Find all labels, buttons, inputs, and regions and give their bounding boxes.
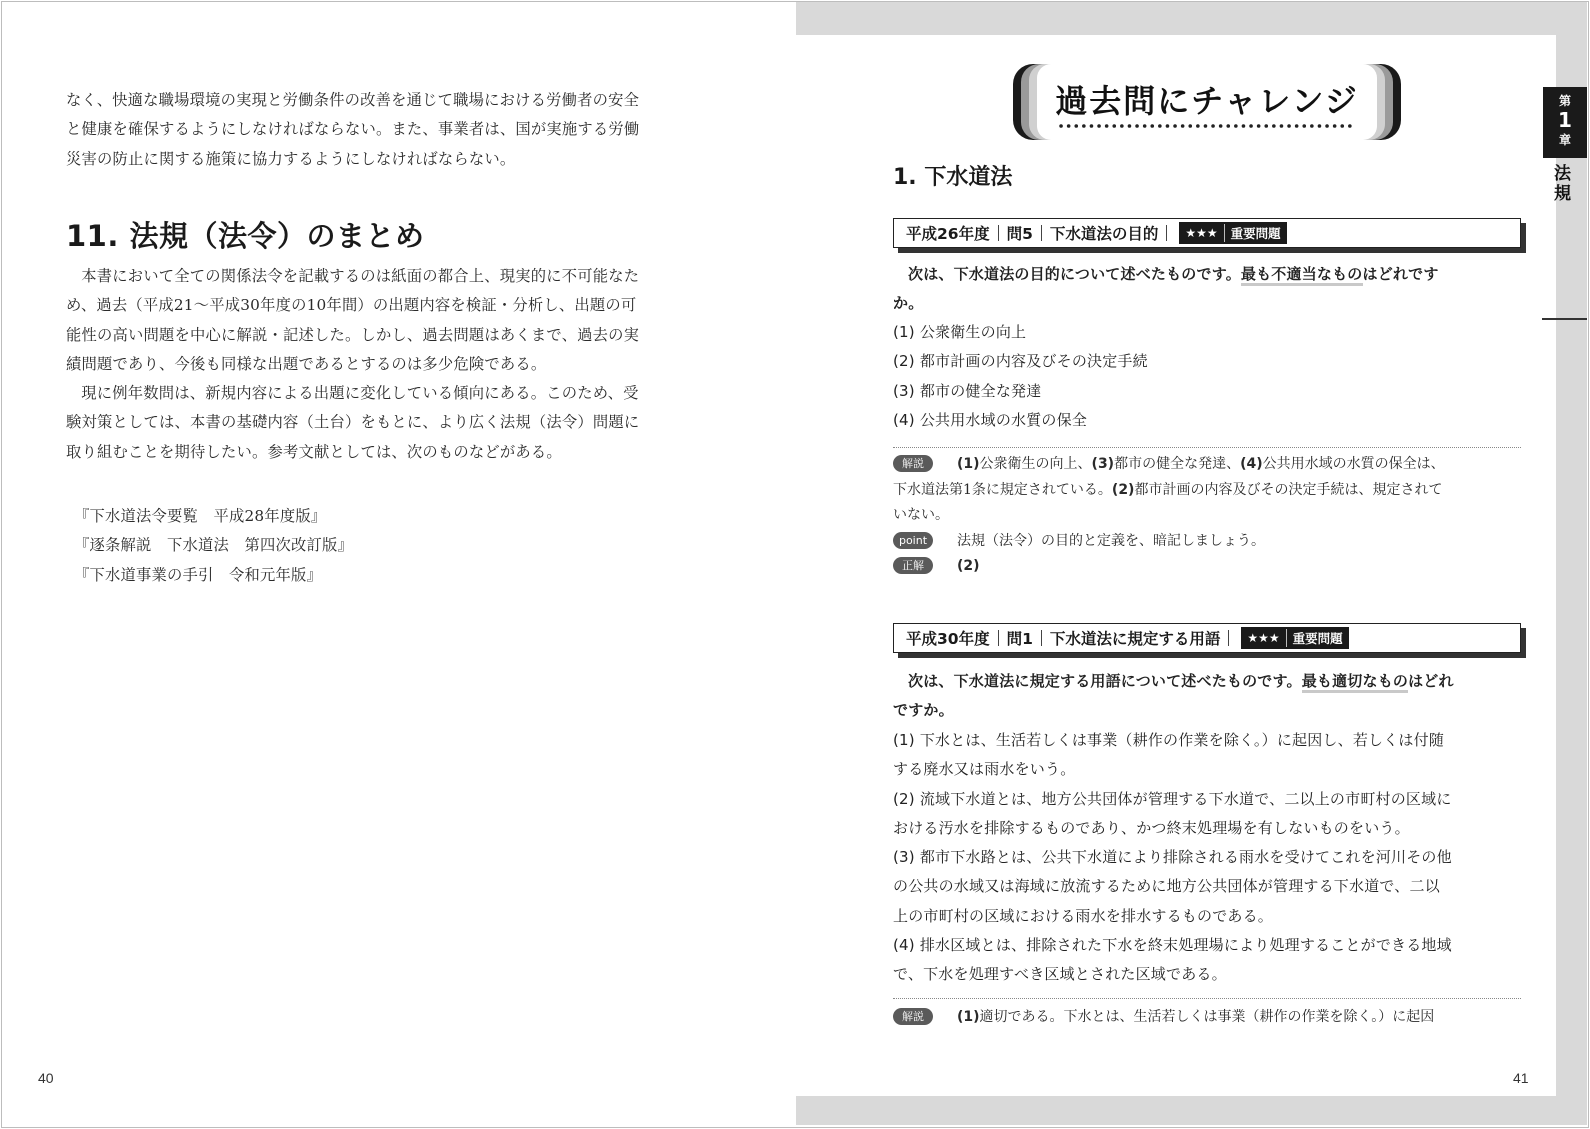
option-item: [893, 931, 1529, 990]
intro-line: と健康を確保するようにしなければならない。また、事業者は、国が実施する労働: [66, 120, 640, 139]
header-separator: [1041, 225, 1042, 241]
question-topic: 下水道法に規定する用語: [1049, 630, 1221, 648]
intro-line: なく、快適な職場環境の実現と労働条件の改善を通じて職場における労働者の安全: [66, 91, 640, 109]
explanation-block: [893, 452, 1523, 580]
explanation-line: いない。: [893, 507, 949, 523]
option-item: (4) 公共用水域の水質の保全: [893, 410, 1088, 429]
chapter-name: 法規: [1554, 164, 1571, 204]
header-separator: [1166, 225, 1167, 241]
answer-value: (2): [957, 558, 980, 574]
stem-text: 次は、下水道法の目的について述べたものです。: [908, 265, 1241, 283]
summary-body: [66, 262, 702, 467]
dotted-divider: [893, 998, 1521, 999]
stem-emphasis: 最も不適当なもの: [1241, 265, 1363, 286]
page-number-right: 41: [1513, 1070, 1529, 1086]
kaisetsu-tag: 解説: [893, 1008, 933, 1025]
explanation-text: 公衆衛生の向上、: [979, 456, 1092, 472]
explanation-text: 都市計画の内容及びその決定手続は、規定されて: [1134, 481, 1443, 498]
stem-text: か。: [893, 294, 924, 313]
option-line: (2) 流域下水道とは、地方公共団体が管理する下水道で、二以上の市町村の区域に: [893, 789, 1452, 808]
options-list: [893, 726, 1529, 990]
explanation-line: [893, 1005, 1523, 1031]
header-separator: [998, 225, 999, 241]
dotted-divider: [893, 447, 1521, 448]
option-line: する廃水又は雨水をいう。: [893, 760, 1076, 779]
star-rating: ★★★: [1185, 226, 1218, 240]
option-line: 上の市町村の区域における雨水を排水するものである。: [893, 906, 1274, 925]
explanation-line: [893, 478, 1523, 504]
important-label: 重要問題: [1286, 629, 1343, 647]
question-year: 平成30年度: [906, 630, 990, 648]
question-header-box: [893, 218, 1521, 248]
stem-text: はどれ: [1408, 672, 1454, 690]
stem-text: はどれです: [1362, 265, 1439, 283]
header-separator: [1041, 630, 1042, 646]
ref-number: (2): [1111, 481, 1135, 498]
importance-badge: [1241, 627, 1348, 649]
body-line: 績問題であり、今後も同様な出題であるとするのは多少危険である。: [66, 354, 547, 373]
question-topic: 下水道法の目的: [1049, 225, 1159, 243]
option-item: [893, 843, 1529, 931]
question-stem: [893, 260, 1529, 319]
chapter-tab-bottom: 章: [1558, 133, 1571, 147]
header-separator: [998, 630, 999, 646]
banner-title: 過去問にチャレンジ: [1055, 82, 1359, 120]
option-item: (1) 公衆衛生の向上: [893, 323, 1027, 341]
chapter-tab-top: 第: [1558, 94, 1571, 108]
explanation-line: [893, 452, 1523, 478]
kaisetsu-tag: 解説: [893, 455, 933, 472]
stem-emphasis: 最も適切なもの: [1302, 672, 1408, 693]
answer-line: [893, 554, 1523, 580]
body-line: め、過去（平成21～平成30年度の10年間）の出題内容を検証・分析し、出題の可: [66, 296, 637, 315]
question-stem: [893, 667, 1529, 726]
point-tag: point: [893, 532, 933, 549]
star-rating: ★★★: [1247, 631, 1280, 645]
header-separator: [1228, 630, 1229, 646]
explanation-text: 適切である。下水とは、生活若しくは事業（耕作の作業を除く。）に起因: [979, 1009, 1435, 1025]
option-item: (2) 都市計画の内容及びその決定手続: [893, 352, 1148, 371]
ref-number: (1): [957, 456, 980, 472]
challenge-banner: [1013, 62, 1401, 142]
option-line: (3) 都市下水路とは、公共下水道により排除される雨水を受けてこれを河川その他: [893, 848, 1452, 867]
option-item: [893, 726, 1529, 785]
question-year: 平成26年度: [906, 225, 990, 243]
chapter-divider: [1542, 318, 1587, 320]
chapter-tab: [1543, 87, 1587, 158]
stem-text: ですか。: [893, 701, 954, 720]
explanation-text: 都市の健全な発達、: [1114, 456, 1241, 472]
question-header: [893, 623, 1529, 659]
option-line: おける汚水を排除するものであり、かつ終末処理場を有しないものをいう。: [893, 818, 1410, 837]
ref-number: (4): [1240, 456, 1263, 472]
chapter-number: 1: [1558, 108, 1572, 132]
importance-badge: [1179, 222, 1286, 244]
question-number: 問1: [1006, 630, 1033, 648]
stem-text: 次は、下水道法に規定する用語について述べたものです。: [908, 672, 1302, 690]
ref-number: (1): [957, 1009, 980, 1025]
ref-number: (3): [1091, 456, 1115, 472]
body-line: 取り組むことを期待したい。参考文献としては、次のものなどがある。: [66, 442, 562, 461]
option-line: (1) 下水とは、生活若しくは事業（耕作の作業を除く。）に起因し、若しくは付随: [893, 731, 1445, 749]
answer-tag: 正解: [893, 557, 933, 574]
intro-line: 災害の防止に関する施策に協力するようにしなければならない。: [66, 149, 516, 168]
body-line: 能性の高い問題を中心に解説・記述した。しかし、過去問題はあくまで、過去の実: [66, 325, 640, 344]
option-line: で、下水を処理すべき区域とされた区域である。: [893, 965, 1227, 984]
body-line: 本書において全ての関係法令を記載するのは紙面の都合上、現実的に不可能なた: [81, 267, 640, 285]
point-text: 法規（法令）の目的と定義を、暗記しましょう。: [957, 532, 1265, 549]
important-label: 重要問題: [1224, 224, 1281, 242]
section-title: 11. 法規（法令）のまとめ: [66, 219, 425, 253]
explanation-text: 下水道法第1条に規定されている。: [893, 481, 1112, 498]
subsection-title: 1. 下水道法: [893, 165, 1013, 190]
page-number-left: 40: [38, 1070, 54, 1086]
option-line: (4) 排水区域とは、排除された下水を終末処理場により処理することができる地域: [893, 936, 1452, 955]
explanation-block: [893, 1005, 1523, 1031]
reference-list: [74, 502, 353, 590]
options-list: [893, 318, 1529, 435]
explanation-text: 公共用水域の水質の保全は、: [1262, 456, 1445, 472]
option-item: [893, 785, 1529, 844]
reference-item: 『逐条解説 下水道法 第四次改訂版』: [74, 536, 353, 555]
question-header: [893, 218, 1529, 254]
body-line: 験対策としては、本書の基礎内容（土台）をもとに、より広く法規（法令）問題に: [66, 413, 640, 432]
reference-item: 『下水道法令要覧 平成28年度版』: [74, 507, 327, 525]
intro-paragraph: [66, 86, 702, 174]
reference-item: 『下水道事業の手引 令和元年版』: [74, 565, 322, 584]
point-line: [893, 529, 1523, 555]
question-header-box: [893, 623, 1521, 653]
option-line: の公共の水域又は海域に放流するために地方公共団体が管理する下水道で、二以: [893, 877, 1440, 896]
body-line: 現に例年数問は、新規内容による出題に変化している傾向にある。このため、受: [81, 384, 639, 403]
option-item: (3) 都市の健全な発達: [893, 381, 1042, 400]
question-number: 問5: [1006, 225, 1033, 243]
